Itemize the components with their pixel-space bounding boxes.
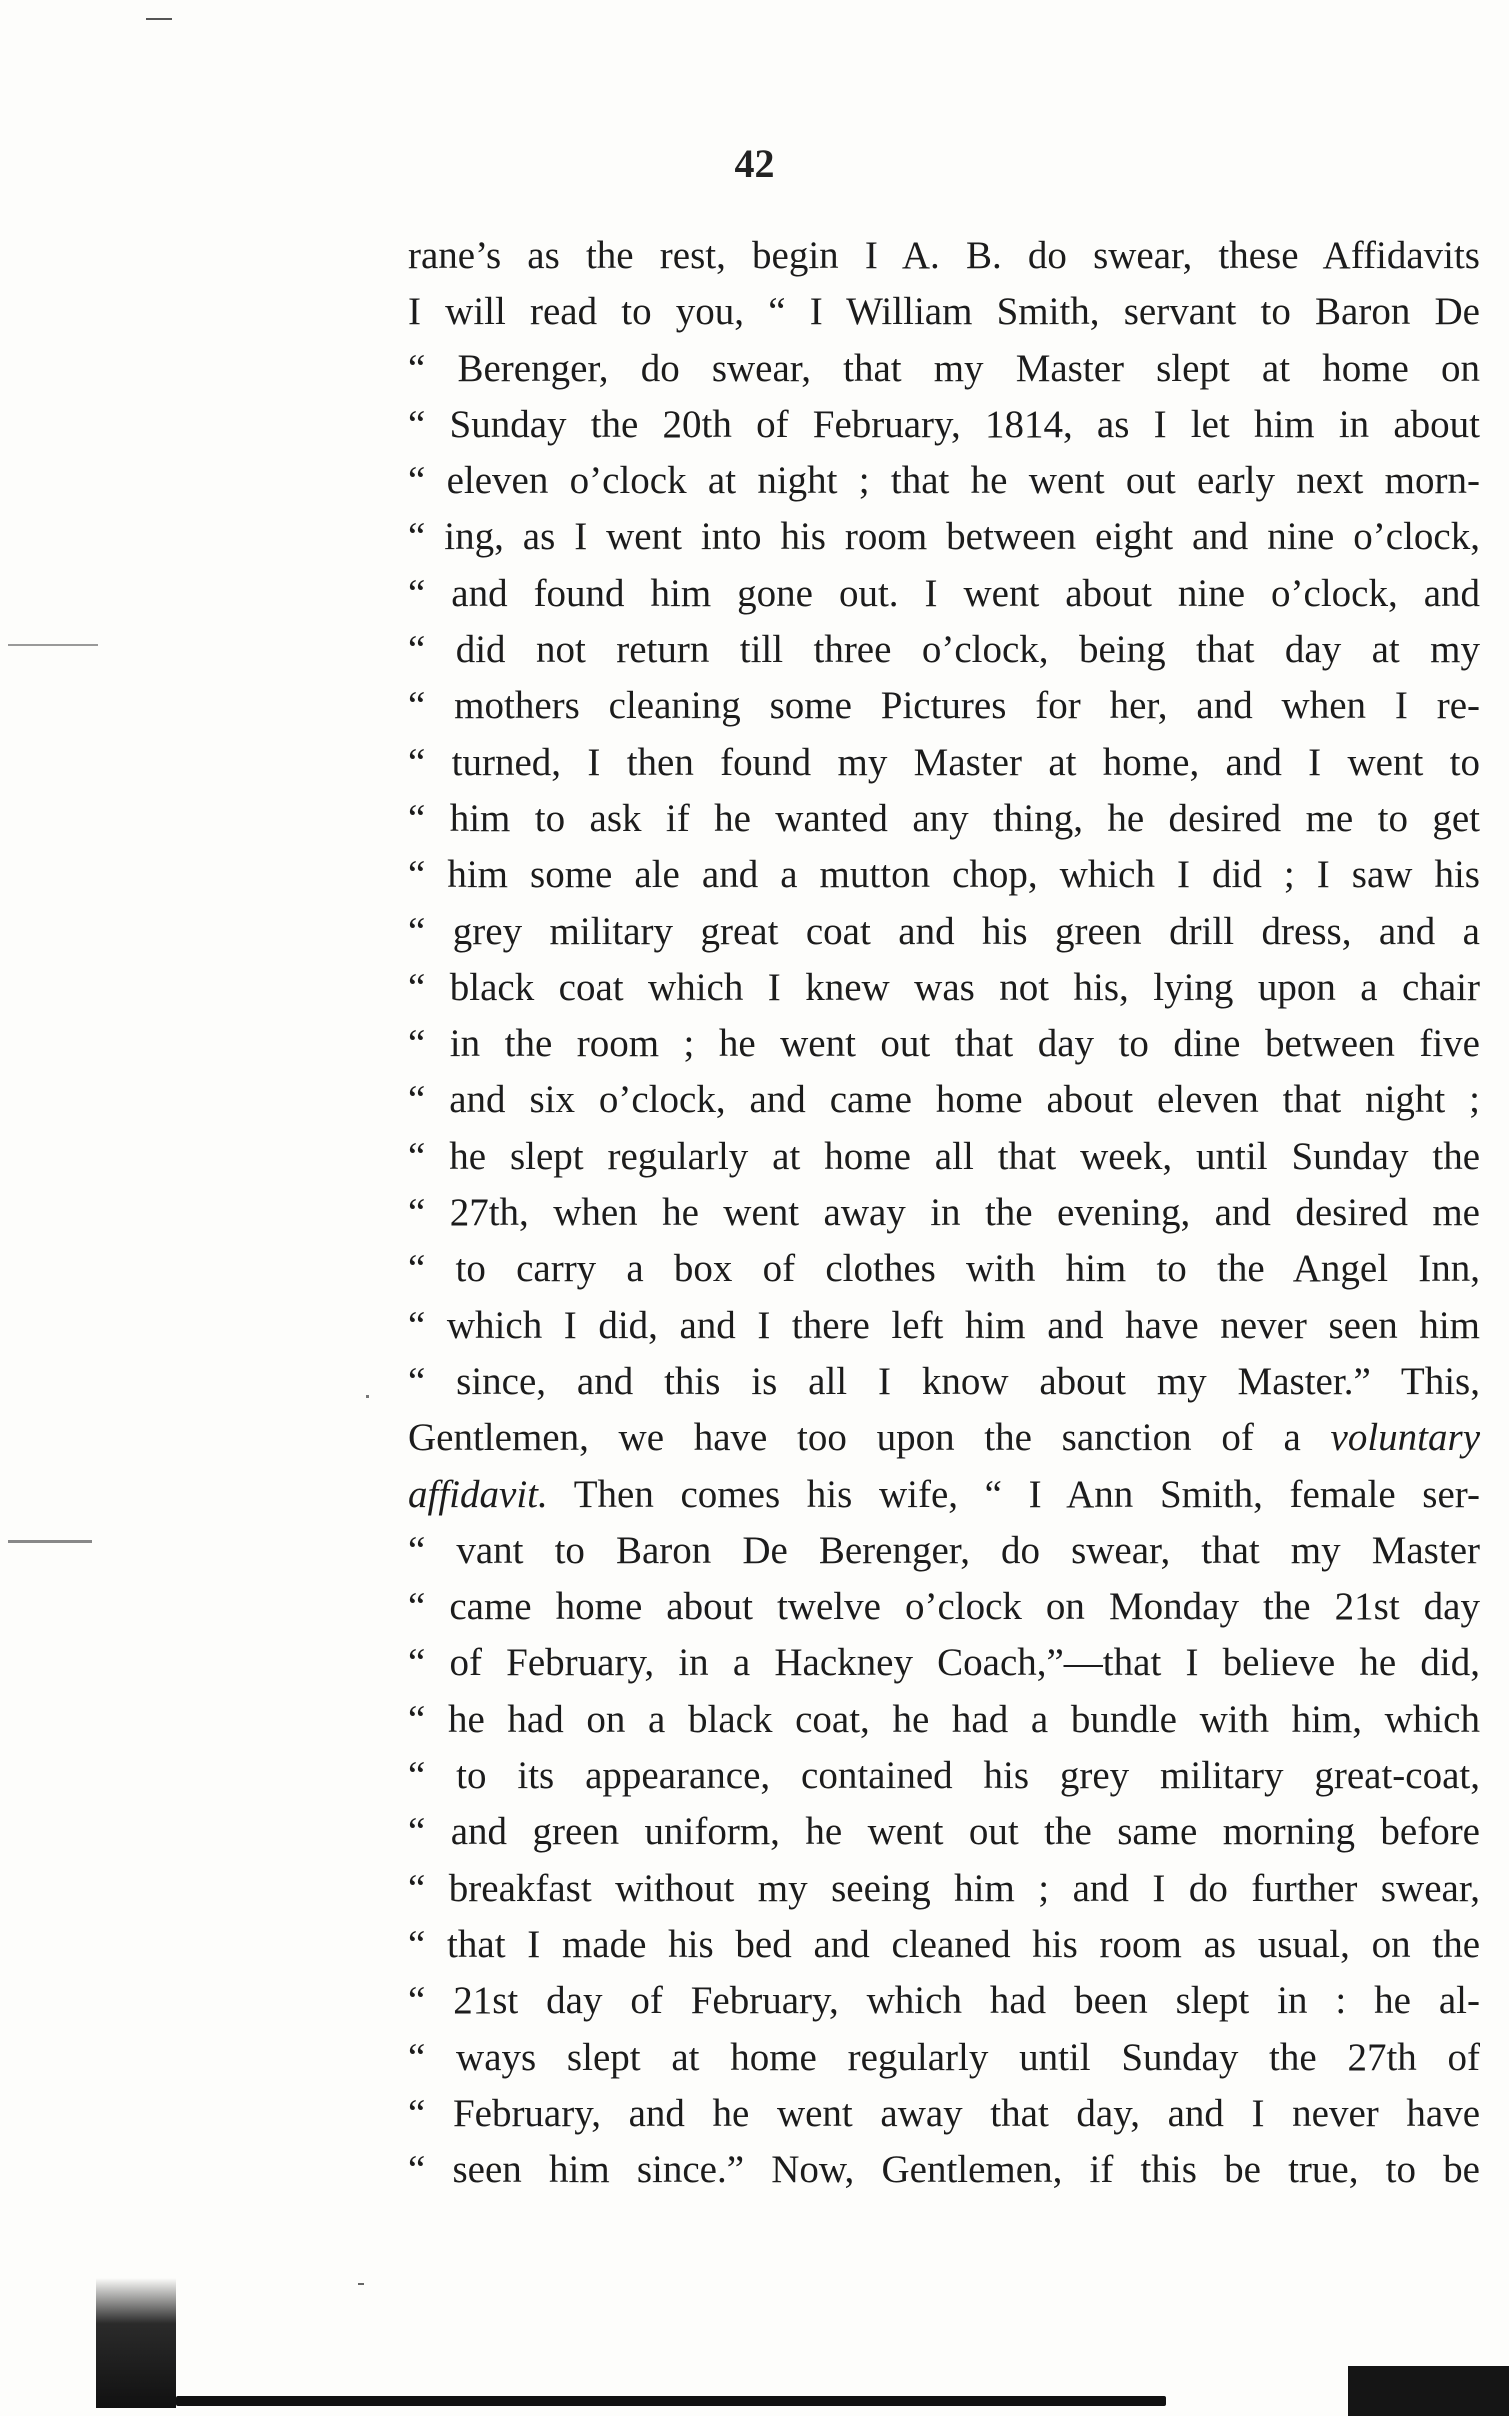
scan-bottom-rule [176, 2396, 1166, 2406]
scan-mark [146, 18, 172, 20]
text-line: “ since, and this is all I know about my Master.” This, [408, 1359, 1480, 1403]
text-line: “ that I made his bed and cleaned his room as usual, on the [408, 1922, 1480, 1966]
text-line: “ ways slept at home regularly until Sunday the 27th of [408, 2035, 1480, 2079]
text-line: “ came home about twelve o’clock on Monday the 21st day [408, 1585, 1480, 1629]
scan-edge-shadow [1348, 2366, 1509, 2416]
text-line: “ turned, I then found my Master at home, and I went to [408, 740, 1480, 784]
scan-mark [366, 1395, 369, 1398]
text-line: “ Berenger, do swear, that my Master slept at home on [408, 346, 1480, 390]
text-line: “ 21st day of February, which had been slept in : he al- [408, 1979, 1480, 2023]
text-line: “ to its appearance, contained his grey military great-coat, [408, 1754, 1480, 1798]
text-line: “ ing, as I went into his room between eight and nine o’clock, [408, 515, 1480, 559]
text-line: “ February, and he went away that day, and I never have [408, 2091, 1480, 2135]
text-line: “ which I did, and I there left him and have never seen him [408, 1303, 1480, 1347]
text-line: I will read to you, “ I William Smith, servant to Baron De [408, 290, 1480, 334]
scan-mark [358, 2283, 364, 2285]
text-line: “ in the room ; he went out that day to dine between five [408, 1022, 1480, 1066]
text-line: “ he slept regularly at home all that week, until Sunday the [408, 1134, 1480, 1178]
scan-edge-shadow [96, 2278, 176, 2408]
text-line: “ eleven o’clock at night ; that he went out early next morn- [408, 459, 1480, 503]
text-line: “ black coat which I knew was not his, lying upon a chair [408, 965, 1480, 1009]
text-line: “ and found him gone out. I went about nine o’clock, and [408, 571, 1480, 615]
text-line: “ of February, in a Hackney Coach,”—that I believe he did, [408, 1641, 1480, 1685]
text-line: “ Sunday the 20th of February, 1814, as I let him in about [408, 402, 1480, 446]
text-line: “ and six o’clock, and came home about eleven that night ; [408, 1078, 1480, 1122]
text-line: “ grey military great coat and his green drill dress, and a [408, 909, 1480, 953]
text-line: “ mothers cleaning some Pictures for her, and when I re- [408, 684, 1480, 728]
text-line: “ and green uniform, he went out the same morning before [408, 1810, 1480, 1854]
text-line: “ vant to Baron De Berenger, do swear, that my Master [408, 1528, 1480, 1572]
text-line: “ him some ale and a mutton chop, which I did ; I saw his [408, 853, 1480, 897]
text-line: Gentlemen, we have too upon the sanction of a voluntary [408, 1416, 1480, 1460]
body-text [408, 228, 1488, 2198]
scan-mark [8, 644, 98, 646]
text-line: “ he had on a black coat, he had a bundle with him, which [408, 1697, 1480, 1741]
text-line: “ did not return till three o’clock, being that day at my [408, 628, 1480, 672]
text-line: “ breakfast without my seeing him ; and I do further swear, [408, 1866, 1480, 1910]
text-line: “ him to ask if he wanted any thing, he desired me to get [408, 796, 1480, 840]
text-line: “ 27th, when he went away in the evening, and desired me [408, 1191, 1480, 1235]
text-line: “ to carry a box of clothes with him to the Angel Inn, [408, 1247, 1480, 1291]
text-line: affidavit. Then comes his wife, “ I Ann Smith, female ser- [408, 1472, 1480, 1516]
text-line: “ seen him since.” Now, Gentlemen, if this be true, to be [408, 2148, 1480, 2192]
text-line: rane’s as the rest, begin I A. B. do swear, these Affidavits [408, 234, 1480, 277]
page-number: 42 [734, 141, 775, 186]
scan-mark [8, 1540, 92, 1543]
